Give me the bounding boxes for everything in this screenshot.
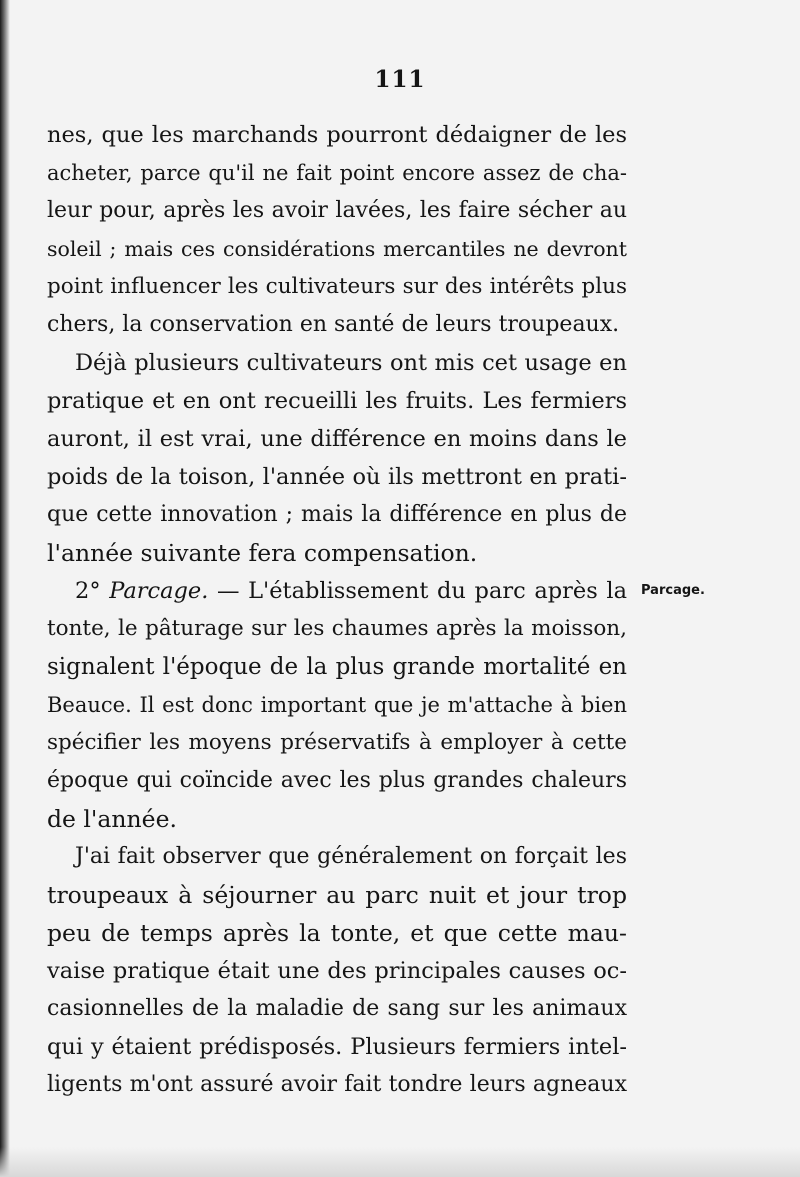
- text-line: Beauce. Il est donc important que je m'attache à bien: [47, 693, 627, 717]
- text-line: ligents m'ont assuré avoir fait tondre leurs agneaux: [47, 1072, 627, 1097]
- text-line: chers, la conservation en santé de leurs troupeaux.: [47, 312, 620, 337]
- text-line-section-heading: 2° Parcage. — L'établissement du parc après la: [75, 578, 627, 604]
- text-line: casionnelles de la maladie de sang sur les animaux: [47, 996, 627, 1021]
- text-line: tonte, le pâturage sur les chaumes après la moisson,: [47, 616, 627, 641]
- body-text: [47, 116, 627, 1104]
- text-line: Déjà plusieurs cultivateurs ont mis cet usage en: [75, 350, 627, 376]
- text-line: qui y étaient prédisposés. Plusieurs fermiers intel-: [47, 1034, 627, 1060]
- text-line: point influencer les cultivateurs sur des intérêts plus: [47, 274, 627, 299]
- text-line: que cette innovation ; mais la différence en plus de: [47, 502, 627, 527]
- text-line: leur pour, après les avoir lavées, les faire sécher au: [47, 198, 627, 223]
- text-line: l'année suivante fera compensation.: [47, 539, 478, 567]
- text-line: nes, que les marchands pourront dédaigner de les: [47, 122, 627, 148]
- text-line: époque qui coïncide avec les plus grandes chaleurs: [47, 768, 627, 793]
- text-line: peu de temps après la tonte, et que cette mau-: [47, 919, 627, 947]
- text-line: auront, il est vrai, une différence en moins dans le: [47, 426, 627, 452]
- text-line: spécifier les moyens préservatifs à employer à cette: [47, 730, 627, 755]
- text-line: poids de la toison, l'année où ils mettront en prati-: [47, 464, 627, 490]
- page-bottom-shade: [0, 1147, 800, 1177]
- page-number: 111: [374, 66, 426, 93]
- text-line: de l'année.: [47, 805, 177, 833]
- text-line: J'ai fait observer que généralement on forçait les: [75, 844, 627, 869]
- section-title: Parcage.: [109, 578, 209, 604]
- text-line: signalent l'époque de la plus grande mortalité en: [47, 654, 627, 680]
- margin-note-parcage: Parcage.: [641, 583, 705, 598]
- text-line: vaise pratique était une des principales causes oc-: [47, 958, 627, 984]
- text-line: pratique et en ont recueilli les fruits. Les fermiers: [47, 388, 627, 414]
- text-line: troupeaux à séjourner au parc nuit et jour trop: [47, 881, 627, 909]
- text-line: acheter, parce qu'il ne fait point encore assez de cha-: [47, 161, 627, 185]
- page-gutter-shadow: [0, 0, 10, 1177]
- text-line: soleil ; mais ces considérations mercantiles ne devront: [47, 237, 627, 261]
